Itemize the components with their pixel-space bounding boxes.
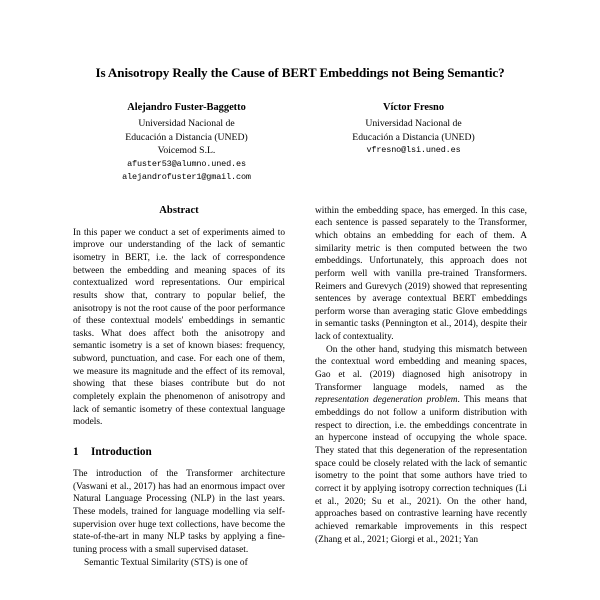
author-block-1	[73, 101, 300, 184]
page-content	[73, 0, 527, 569]
author-affiliation-line: Educación a Distancia (UNED)	[125, 131, 248, 143]
author-email[interactable]: alejandrofuster1@gmail.com	[122, 171, 251, 182]
abstract-text: In this paper we conduct a set of experiments aimed to improve our understanding of the lack of semantic isometry in BERT, i.e. the lack of correspondence between the embedding and meaning spaces of its contextualized word representations. Our empirical results show that, contrary to popular belief, the anisotropy is not the root cause of the poor performance of these contextual models' embeddings in semantic tasks. What does affect both the anisotropy and semantic isometry is a set of known biases: frequency, subword, punctuation, and case. For each one of them, we measure its magnitude and the effect of its removal, showing that these biases contribute but do not completely explain the phenomenon of anisotropy and lack of semantic isometry of these contextual language models.	[73, 227, 285, 428]
text-run: . This means that embeddings do not follow a uniform distribution with respect to direction, i.e. the embeddings concentrate in an hypercone instead of occupying the whole space. They stated that this degeneration of the representation space could be closely related with the lack of semantic isometry to the point that some authors have tried to correct it by applying isotropy correction techniques (Li et al., 2020; Su et al., 2021). On the other hand, approaches based on contrastive learning have recently achieved remarkable improvements in this respect (Zhang et al., 2021; Giorgi et al., 2021; Yan	[315, 395, 528, 545]
paragraph	[315, 344, 527, 547]
paragraph: Semantic Textual Similarity (STS) is one of	[84, 557, 248, 568]
section-heading-introduction	[73, 446, 285, 458]
section-number: 1	[73, 446, 79, 459]
author-affiliation-line: Educación a Distancia (UNED)	[352, 131, 475, 143]
author-list	[73, 101, 527, 184]
author-name: Alejandro Fuster-Baggetto	[127, 102, 246, 114]
text-run: On the other hand, studying this mismatch between the contextual word embedding and meaning spaces, Gao et al. (2019) diagnosed high anisotropy in Transformer language models, named as the	[315, 344, 527, 393]
paragraph	[315, 205, 527, 344]
author-email[interactable]: vfresno@lsi.uned.es	[366, 145, 461, 156]
body-columns	[73, 205, 527, 570]
author-name: Víctor Fresno	[382, 102, 445, 114]
page-title: Is Anisotropy Really the Cause of BERT Embeddings not Being Semantic?	[95, 65, 505, 80]
text-run: within the embedding space, has emerged. In this case, each sentence is passed separately to the Transformer, which obtains an embedding for each of them. A similarity metric is then computed between the two embeddings. Unfortunately, this approach does not perform well with vanilla pre-trained Transformers. Reimers and Gurevych (2019) showed that representing sentences by average contextual BERT embeddings perform worse than averaging static Glove embeddings in semantic tasks (Pennington et al., 2014), despite their lack of contextuality.	[315, 205, 527, 343]
abstract-heading: Abstract	[159, 204, 199, 216]
paragraph: The introduction of the Transformer architecture (Vaswani et al., 2017) has had an enormous impact over Natural Language Processing (NLP) in the last years. These models, trained for language modelling via self-supervision over huge text collections, have become the state-of-the-art in many NLP tasks by applying a fine-tuning process with a small supervised dataset.	[73, 469, 285, 556]
author-email[interactable]: afuster53@alumno.uned.es	[127, 159, 246, 170]
author-affiliation-line: Voicemod S.L.	[157, 145, 216, 157]
author-block-2	[300, 101, 527, 184]
author-affiliation-line: Universidad Nacional de	[138, 117, 235, 129]
section-title: Introduction	[91, 446, 152, 459]
text-run-italic: representation degeneration problem	[315, 395, 458, 406]
column-right	[315, 205, 527, 547]
column-left	[73, 205, 285, 570]
author-affiliation-line: Universidad Nacional de	[365, 117, 462, 129]
